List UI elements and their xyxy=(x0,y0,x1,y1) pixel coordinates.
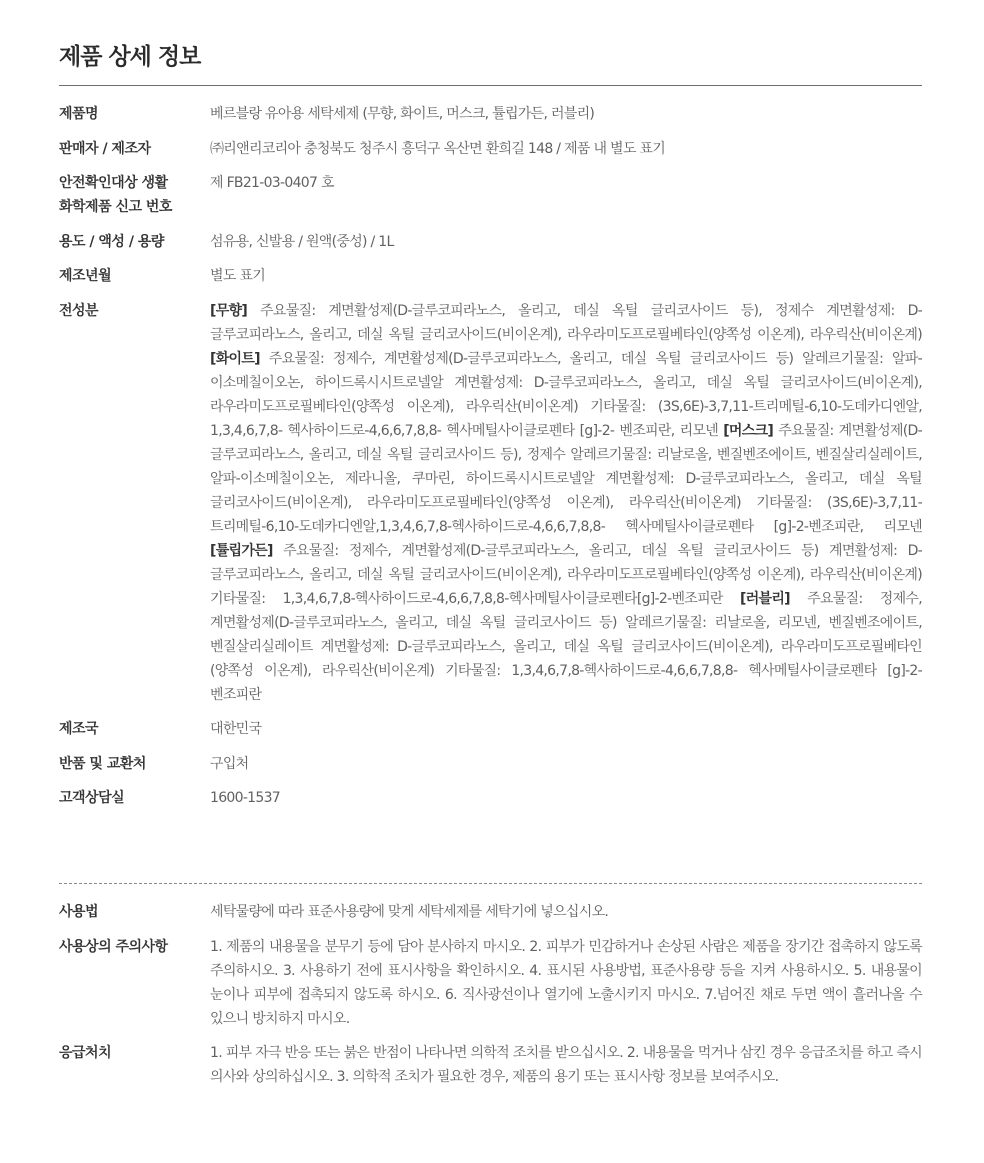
info-row-seller xyxy=(59,135,922,161)
usage-row-precautions xyxy=(59,933,922,1031)
usage-volume-label: 용도 / 액성 / 용량 xyxy=(59,233,164,250)
usage-row-directions xyxy=(59,898,922,924)
info-row-ingredients xyxy=(59,297,922,707)
info-row-customer-service xyxy=(59,784,922,810)
returns-value: 구입처 xyxy=(210,755,249,772)
product-name-label: 제품명 xyxy=(59,106,99,122)
directions-value: 세탁물량에 따라 표준사용량에 맞게 세탁세제를 세탁기에 넣으십시오. xyxy=(210,904,609,920)
safety-report-label xyxy=(59,169,210,219)
safety-report-label-line1: 안전확인대상 생활 xyxy=(59,175,168,191)
returns-label: 반품 및 교환처 xyxy=(59,755,146,772)
precautions-value: 1. 제품의 내용물을 분무기 등에 담아 분사하지 마시오. 2. 피부가 민감하거나 손상된 사람은 제품을 장기간 접촉하지 않도록 주의하시오. 3. 사용하기 전에 표시사항을 확인하시오. 4. 표시된 사용방법, 표준사용량 등을 지켜 사용하시오. 5. 내용물이 눈이나 피부에 접촉되지 않도록 하시오. 6. 직사광선이나 열기에 노출시키지 마시오. 7.넘어진 채로 두면 액이 흘러나올 수 있으니 방치하지 마시오. xyxy=(210,938,922,1027)
variant-ingredients-unscented: 주요물질: 계면활성제(D-글루코피라노스, 올리고, 데실 옥틸 글리코사이드 등), 정제수 계면활성제: D-글루코피라노스, 올리고, 데실 옥틸 글리코사이드(비이온계), 라우라미도프로필베타인(양쪽성 이온계), 라우릭산(비이온계) xyxy=(210,302,922,343)
directions-label: 사용법 xyxy=(59,904,99,920)
variant-name-white: [화이트] xyxy=(210,350,260,367)
section-divider xyxy=(59,883,922,884)
precautions-label: 사용상의 주의사항 xyxy=(59,938,168,955)
variant-ingredients-white: 주요물질: 정제수, 계면활성제(D-글루코피라노스, 올리고, 데실 옥틸 글리코사이드 등) 알레르기물질: 알파-이소메칠이오논, 하이드록시시트로넬알 계면활성제: D-글루코피라노스, 올리고, 데실 옥틸 글리코사이드(비이온계), 라우라미도프로필베타인(양쪽성 이온계), 라우릭산(비이온계) 기타물질: (3S,6E)-3,7,11-트리메틸-6,10-도데카디엔알, 1,3,4,6,7,8- 헥사하이드로-4,6,6,7,8,8- 헥사메틸사이클로펜타 [g]-2- 벤조피란, 리모넨 xyxy=(210,350,922,439)
customer-service-label: 고객상담실 xyxy=(59,790,125,806)
safety-report-label-line2: 화학제품 신고 번호 xyxy=(59,199,172,215)
usage-volume-value: 섬유용, 신발용 / 원액(중성) / 1L xyxy=(210,233,394,250)
variant-name-lovely: [러블리] xyxy=(740,590,790,607)
first-aid-value: 1. 피부 자극 반응 또는 붉은 반점이 나타나면 의학적 조치를 받으십시오. 2. 내용물을 먹거나 삼킨 경우 응급조치를 하고 즉시 의사와 상의하십시오. 3. 의학적 조치가 필요한 경우, 제품의 용기 또는 표시사항 정보를 보여주시오. xyxy=(210,1045,922,1085)
manufacture-date-label: 제조년월 xyxy=(59,268,112,284)
seller-label: 판매자 / 제조자 xyxy=(59,140,151,157)
info-row-safety-report xyxy=(59,169,922,219)
ingredients-label: 전성분 xyxy=(59,302,99,319)
safety-report-value: 제 FB21-03-0407 호 xyxy=(210,175,334,191)
page-title: 제품 상세 정보 xyxy=(59,44,201,70)
variant-name-tulip-garden: [튤립가든] xyxy=(210,542,273,559)
variant-ingredients-tulip-garden: 주요물질: 정제수, 계면활성제(D-글루코피라노스, 올리고, 데실 옥틸 글리코사이드 등) 계면활성제: D-글루코피라노스, 올리고, 데실 옥틸 글리코사이드(비이온계), 라우라미도프로필베타인(양쪽성 이온계), 라우릭산(비이온계) 기타물질: 1,3,4,6,7,8-헥사하이드로-4,6,6,7,8,8-헥사메틸사이클로펜타[g]-2-벤조피란 xyxy=(210,542,922,607)
seller-value: ㈜리앤리코리아 충청북도 청주시 흥덕구 옥산면 환희길 148 / 제품 내 별도 표기 xyxy=(210,140,666,157)
customer-service-value: 1600-1537 xyxy=(210,790,281,806)
variant-name-musk: [머스크] xyxy=(723,422,774,439)
usage-row-first-aid xyxy=(59,1039,922,1089)
variant-name-unscented: [무향] xyxy=(210,302,248,319)
manufacture-date-value: 별도 표기 xyxy=(210,268,266,284)
first-aid-label: 응급처치 xyxy=(59,1045,112,1061)
variant-ingredients-lovely: 주요물질: 정제수, 계면활성제(D-글루코피라노스, 올리고, 데실 옥틸 글리코사이드 등) 알레르기물질: 리날로올, 리모넨, 벤질벤조에이트, 벤질살리실레이트 계면활성제: D-글루코피라노스, 올리고, 데실 옥틸 글리코사이드(비이온계), 라우라미도프로필베타인(양쪽성 이온계), 라우릭산(비이온계) 기타물질: 1,3,4,6,7,8-헥사하이드로-4,6,6,7,8,8- 헥사메틸사이클로펜타 [g]-2-벤조피란 xyxy=(210,590,922,703)
info-row-product-name xyxy=(59,100,922,126)
info-row-manufacture-date xyxy=(59,262,922,288)
ingredients-value xyxy=(210,297,922,707)
country-value: 대한민국 xyxy=(210,721,262,737)
usage-section xyxy=(59,898,922,1098)
info-row-returns xyxy=(59,750,922,776)
info-row-usage-volume xyxy=(59,228,922,254)
country-label: 제조국 xyxy=(59,721,99,737)
variant-ingredients-musk: 주요물질: 계면활성제(D-글루코피라노스, 올리고, 데실 옥틸 글리코사이드 등), 정제수 알레르기물질: 리날로올, 벤질벤조에이트, 벤질살리실레이트, 알파-이소메칠이오논, 제라니올, 쿠마린, 하이드록시시트로넬알 계면활성제: D-글루코피라노스, 올리고, 데실 옥틸 글리코사이드(비이온계), 라우라미도프로필베타인(양쪽성 이온계), 라우릭산(비이온계) 기타물질: (3S,6E)-3,7,11-트리메틸-6,10-도데카디엔알,1,3,4,6,7,8-헥사하이드로-4,6,6,7,8,8- 헥사메틸사이클로펜타 [g]-2-벤조피란, 리모넨 xyxy=(210,422,922,535)
title-divider xyxy=(59,85,922,86)
product-info-section xyxy=(59,100,922,819)
info-row-country xyxy=(59,715,922,741)
product-name-value: 베르블랑 유아용 세탁세제 (무향, 화이트, 머스크, 튤립가든, 러블리) xyxy=(210,106,595,122)
